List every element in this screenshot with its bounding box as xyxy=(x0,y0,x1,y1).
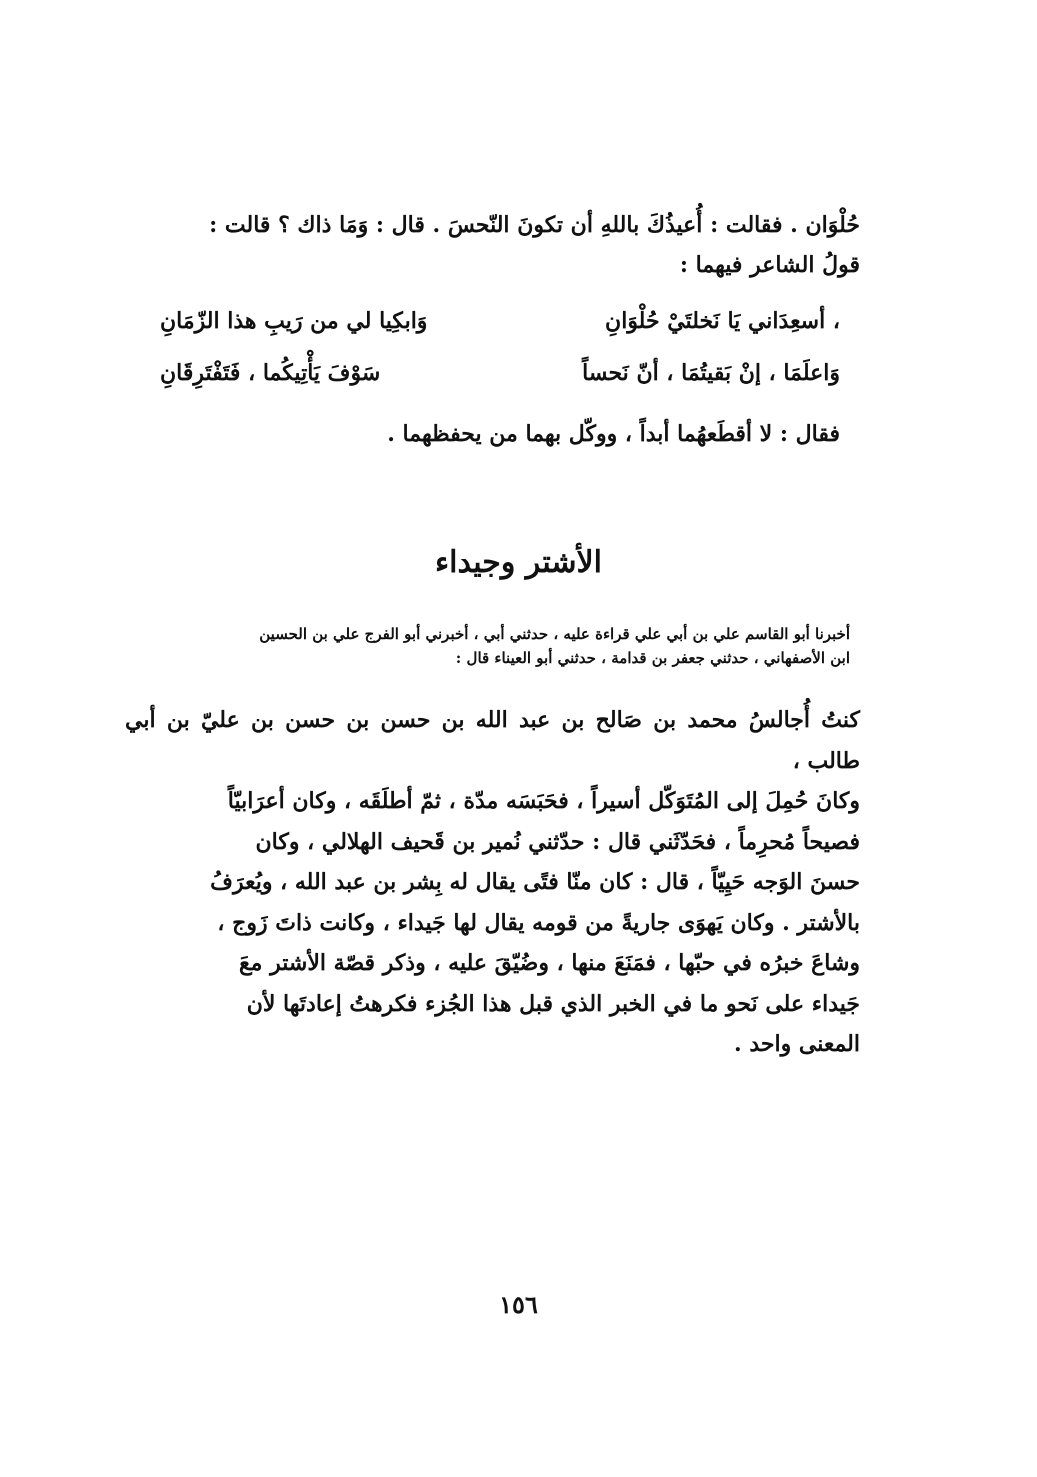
isnad-chain xyxy=(140,622,850,670)
verse-first-hemistich: أسعِدَاني يَا نَخلتَيْ حُلْوَانِ ، xyxy=(605,308,840,334)
after-poem-line: فقال : لا أقطَعهُما أبداً ، ووكّل بهما من يحفظهما . xyxy=(387,421,840,447)
text-line: كنتُ أُجالسُ محمد بن صَالح بن عبد الله بن حسن بن حسن بن عليّ بن أبي طالب ، xyxy=(125,707,860,774)
text-line: قولُ الشاعر فيهما : xyxy=(679,252,860,278)
section-title: الأشتر وجيداء xyxy=(435,545,602,580)
text-line: بالأشتر . وكان يَهوَى جاريةً من قومه يقال لها جَيداء ، وكانت ذاتَ زَوج ، xyxy=(217,909,860,936)
body-paragraph xyxy=(125,700,860,1065)
verse-first-hemistich: وَاعلَمَا ، إنْ بَقيتُمَا ، أنّ نَحساً xyxy=(582,360,840,386)
poem-verse xyxy=(160,308,840,348)
text-line: حُلْوَان . فقالت : أُعيذُكَ باللهِ أن تكونَ النّحسَ . قال : وَمَا ذاك ؟ قالت : xyxy=(209,212,860,238)
page-number: ١٥٦ xyxy=(499,1290,538,1319)
isnad-line: أخبرنا أبو القاسم علي بن أبي علي قراءة عليه ، حدثني أبي ، أخبرني أبو الفرج علي بن الحسين xyxy=(259,625,850,643)
verse-second-hemistich: سَوْفَ يَأْتِيكُما ، فَتَفْتَرِقَانِ xyxy=(160,360,381,386)
text-line: فصيحاً مُحرِماً ، فحَدّثَني قال : حدّثني نُمير بن قَحيف الهلالي ، وكان xyxy=(255,828,860,855)
text-line: جَيداء على نَحو ما في الخبر الذي قبل هذا الجُزء فكرهتُ إعادتَها لأن xyxy=(246,990,860,1017)
poem-verse xyxy=(160,360,840,400)
text-line: وكانَ حُمِلَ إلى المُتَوَكّل أسيراً ، فحَبَسَه مدّة ، ثمّ أطلَقَه ، وكان أعرَابيّاً xyxy=(227,788,860,814)
text-line: وشاعَ خبرُه في حبّها ، فمَنَعَ منها ، وضُيّقَ عليه ، وذكر قصّة الأشتر معَ xyxy=(238,950,860,976)
verse-second-hemistich: وَابكِيا لي من رَيبِ هذا الزّمَانِ xyxy=(160,308,428,334)
isnad-line: ابن الأصفهاني ، حدثني جعفر بن قدامة ، حدثني أبو العيناء قال : xyxy=(455,649,850,667)
text-line: حسنَ الوَجه حَيِيّاً ، قال : كان منّا فتًى يقال له بِشر بن عبد الله ، ويُعرَفُ xyxy=(210,869,860,895)
top-paragraph xyxy=(130,205,860,285)
text-line: المعنى واحد . xyxy=(734,1031,860,1057)
